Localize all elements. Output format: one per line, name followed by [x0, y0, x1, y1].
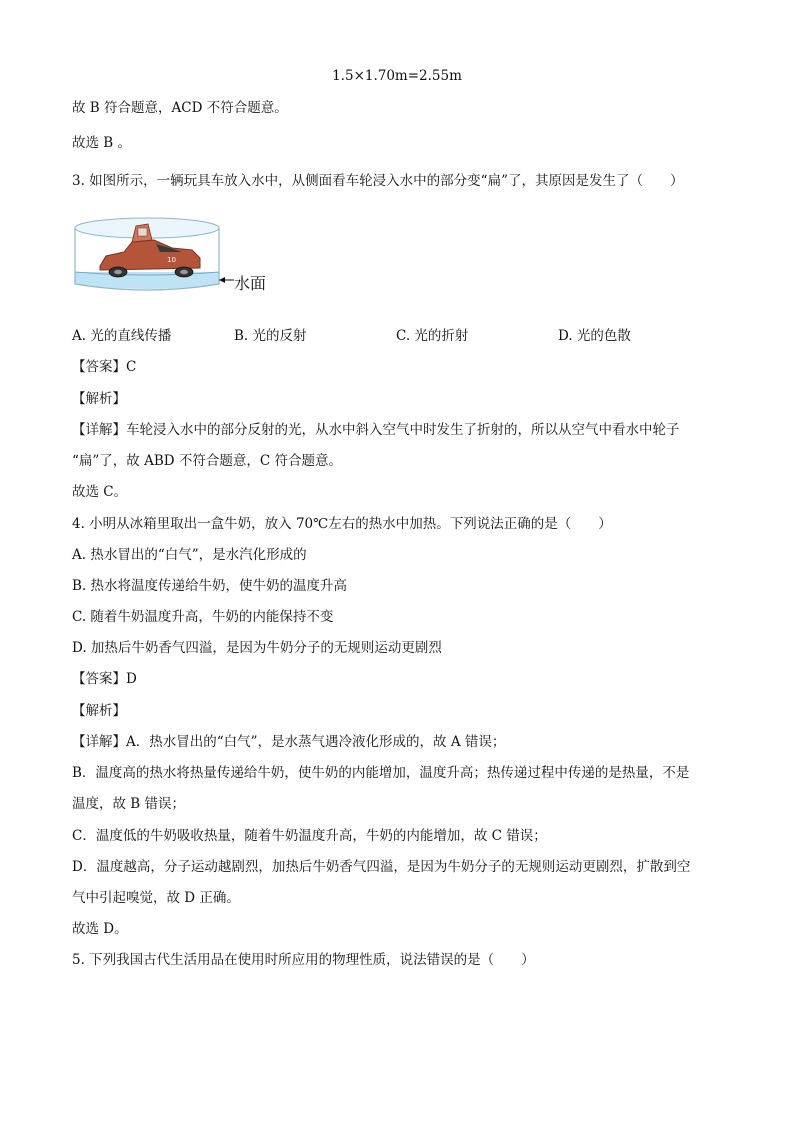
detail-3-line-1: 【详解】车轮浸入水中的部分反射的光，从水中斜入空气中时发生了折射的，所以从空气中看水中轮子	[72, 422, 680, 438]
formula-line: 1.5×1.70m=2.55m	[332, 68, 462, 84]
q4-option-b: B. 热水将温度传递给牛奶，使牛奶的温度升高	[72, 578, 348, 594]
answer-3: 【答案】C	[72, 359, 137, 375]
q4-option-a: A. 热水冒出的“白气”，是水汽化形成的	[72, 547, 307, 563]
detail-4-d: D．温度越高，分子运动越剧烈，加热后牛奶香气四溢，是因为牛奶分子的无规则运动更剧烈，扩散到空	[72, 859, 691, 875]
svg-text:10: 10	[167, 256, 176, 264]
q4-option-c: C. 随着牛奶温度升高，牛奶的内能保持不变	[72, 609, 334, 625]
answer-4: 【答案】D	[72, 671, 137, 687]
q3-option-b: B. 光的反射	[234, 328, 307, 344]
water-surface-label: 水面	[234, 274, 267, 293]
detail-4-d-cont: 气中引起嗅觉，故 D 正确。	[72, 890, 240, 906]
text-line: 故 B 符合题意，ACD 不符合题意。	[72, 100, 288, 116]
q3-option-c: C. 光的折射	[396, 328, 469, 344]
conclusion-4: 故选 D。	[72, 921, 128, 937]
detail-4-b: B．温度高的热水将热量传递给牛奶，使牛奶的内能增加，温度升高；热传递过程中传递的是热量，不是	[72, 765, 690, 781]
detail-3-line-2: “扁”了，故 ABD 不符合题意，C 符合题意。	[72, 453, 342, 469]
detail-4-b-cont: 温度，故 B 错误；	[72, 796, 186, 812]
detail-4-c: C．温度低的牛奶吸收热量，随着牛奶温度升高，牛奶的内能增加，故 C 错误；	[72, 828, 547, 844]
analysis-label-3: 【解析】	[72, 391, 126, 407]
q3-option-a: A. 光的直线传播	[72, 328, 172, 344]
question-4: 4. 小明从冰箱里取出一盒牛奶，放入 70℃左右的热水中加热。下列说法正确的是（ ）	[72, 516, 612, 532]
analysis-label-4: 【解析】	[72, 703, 126, 719]
q4-option-d: D. 加热后牛奶香气四溢，是因为牛奶分子的无规则运动更剧烈	[72, 640, 442, 656]
question-5: 5. 下列我国古代生活用品在使用时所应用的物理性质，说法错误的是（ ）	[72, 952, 535, 968]
conclusion-3: 故选 C。	[72, 484, 128, 500]
conclusion-line: 故选 B 。	[72, 135, 132, 151]
question-3: 3. 如图所示，一辆玩具车放入水中，从侧面看车轮浸入水中的部分变“扁”了，其原因是发生了（ ）	[72, 173, 684, 189]
q3-option-d: D. 光的色散	[558, 328, 631, 344]
detail-4-a: 【详解】A．热水冒出的“白气”，是水蒸气遇冷液化形成的，故 A 错误；	[72, 734, 506, 750]
